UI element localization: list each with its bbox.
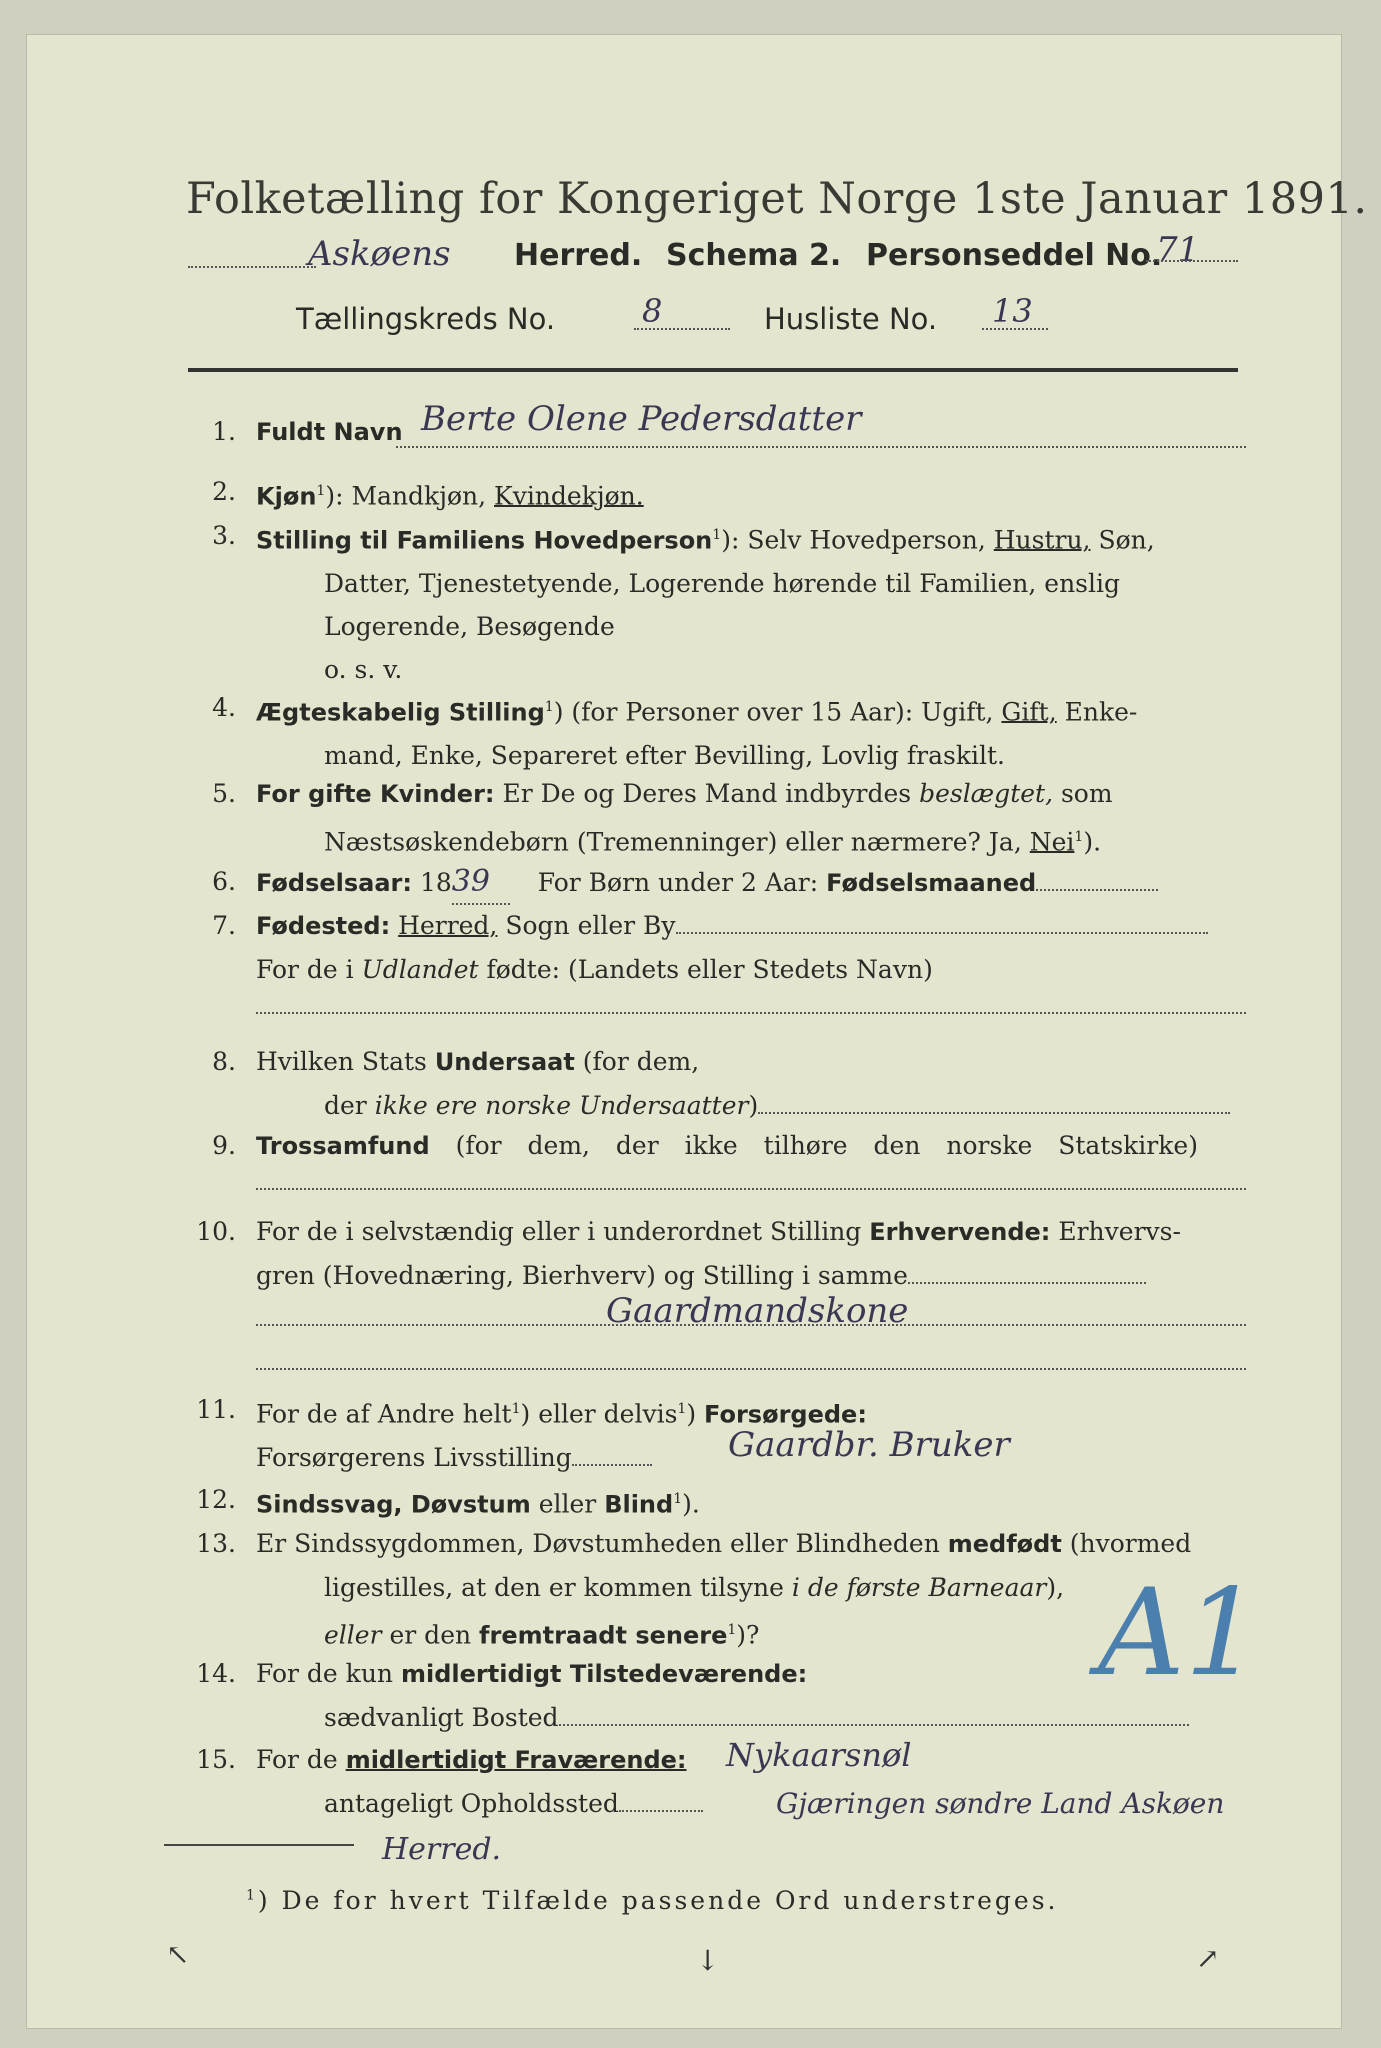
item-4-label: Ægteskabelig Stilling (256, 698, 545, 727)
item-2-label: Kjøn (256, 482, 317, 511)
item-11-line2: Forsørgerens Livsstilling (256, 1443, 572, 1473)
item-10-blank-line (256, 1368, 1246, 1370)
item-13-text: Er Sindssygdommen, Døvstumheden eller Blindheden (256, 1529, 948, 1558)
item-14-line2: sædvanligt Bosted (324, 1703, 559, 1732)
item-5-line2-tail: ). (1083, 827, 1102, 857)
margin-mark-right: ↗ (1196, 1942, 1220, 1975)
item-10-value: Gaardmandskone (606, 1291, 909, 1331)
item-6-year-prefix: 18 (419, 868, 452, 897)
form-title: Folketælling for Kongeriget Norge 1ste Januar 1891. (186, 174, 1368, 224)
item-5-sup: 1 (1074, 829, 1084, 845)
item-14-text: For de kun (256, 1659, 401, 1688)
kreds-value: 8 (642, 292, 663, 330)
schema-label: Schema 2. (666, 238, 842, 273)
item-7-leader (676, 932, 1208, 934)
item-15-number: 15. (196, 1745, 236, 1774)
item-2-text: ): Mandkjøn, (325, 481, 495, 511)
header-rule (188, 368, 1238, 372)
footnote-text: ) De for hvert Tilfælde passende Ord understreges. (257, 1886, 1059, 1915)
item-6-number: 6. (212, 867, 236, 896)
item-12-text: eller (530, 1489, 605, 1519)
item-13-sup: 1 (727, 1622, 737, 1638)
item-6-leader (1036, 889, 1158, 891)
item-5-selected: Nei (1029, 827, 1075, 857)
item-12-sup: 1 (673, 1491, 683, 1507)
item-6-label: Fødselsaar: (256, 869, 412, 897)
item-12-number: 12. (196, 1485, 236, 1514)
item-3-sup: 1 (712, 527, 722, 543)
item-8-text: Hvilken Stats (256, 1047, 435, 1076)
item-15-value-1: Nykaarsnøl (726, 1736, 912, 1774)
kreds-leader (634, 328, 730, 330)
item-11-leader (572, 1464, 652, 1466)
item-13-line2-tail: ), (1046, 1573, 1065, 1602)
item-12-label: Sindssvag, Døvstum (256, 1490, 531, 1519)
item-13-text-tail: (hvormed (1061, 1529, 1192, 1558)
item-1-label: Fuldt Navn (256, 418, 403, 446)
item-15-text: For de (256, 1745, 346, 1774)
item-8-number: 8. (212, 1047, 236, 1076)
item-7-selected: Herred, (398, 911, 498, 940)
item-3-text: ): Selv Hovedperson, (721, 525, 994, 555)
kreds-label: Tællingskreds No. (296, 302, 556, 336)
item-8-line2: der (324, 1091, 375, 1120)
item-4-sup: 1 (544, 699, 554, 715)
item-9-text: (for dem, der ikke tilhøre den norske Statskirke) (429, 1131, 1198, 1160)
item-13-label2: fremtraadt senere (479, 1621, 728, 1650)
item-9-blank-line (256, 1188, 1246, 1190)
item-13-number: 13. (196, 1529, 236, 1558)
husliste-leader (982, 328, 1048, 330)
item-11-value: Gaardbr. Bruker (728, 1425, 1010, 1465)
item-10-text: For de i selvstændig eller i underordnet Stilling (256, 1217, 870, 1246)
item-7-line2-tail: fødte: (Landets eller Stedets Navn) (478, 955, 933, 984)
item-9-label: Trossamfund (256, 1132, 430, 1160)
item-12-tail: ). (682, 1489, 700, 1519)
item-6-label2: Fødselsmaaned (826, 869, 1037, 897)
item-4-text: ) (for Personer over 15 Aar): Ugift, (553, 697, 1002, 727)
item-11-number: 11. (196, 1395, 236, 1424)
item-11-text-b: ) eller delvis (520, 1399, 678, 1429)
item-14-label: midlertidigt Tilstedeværende: (400, 1660, 808, 1688)
item-3-number: 3. (212, 521, 236, 550)
item-4-line2: mand, Enke, Separeret efter Bevilling, Lovlig fraskilt. (324, 741, 1005, 771)
item-5-number: 5. (212, 779, 236, 808)
personseddel-value: 71 (1156, 230, 1200, 270)
item-5-italic: beslægtet, (919, 779, 1054, 808)
blue-pencil-mark: A1 (1098, 1564, 1262, 1703)
husliste-value: 13 (992, 292, 1033, 330)
husliste-label: Husliste No. (764, 302, 938, 336)
item-3-line2: Datter, Tjenestetyende, Logerende hørende til Familien, enslig (324, 569, 1121, 599)
item-13-line2: ligestilles, at den er kommen tilsyne (324, 1573, 792, 1602)
item-15-value-2: Gjæringen søndre Land Askøen (776, 1787, 1225, 1820)
item-1-leader (396, 446, 1246, 448)
item-2-selected: Kvindekjøn. (494, 481, 644, 511)
item-9-number: 9. (212, 1131, 236, 1160)
item-14-number: 14. (196, 1659, 236, 1688)
item-5-text: Er De og Deres Mand indbyrdes (494, 779, 920, 808)
item-5-text-tail: som (1053, 779, 1113, 808)
item-7-text: Sogn eller By (497, 911, 676, 940)
item-11-text-c: ) (686, 1399, 705, 1429)
item-1-value: Berte Olene Pedersdatter (421, 399, 862, 439)
item-3-selected: Hustru, (993, 525, 1091, 555)
item-1 (186, 399, 1246, 460)
item-5-label: For gifte Kvinder: (256, 780, 495, 808)
item-12-label2: Blind (604, 1490, 674, 1519)
item-3-text-tail: Søn, (1090, 525, 1155, 555)
item-6-year-value: 39 (452, 860, 510, 905)
item-4-number: 4. (212, 693, 236, 722)
item-2-sup: 1 (316, 483, 326, 499)
personseddel-label: Personseddel No. (866, 238, 1163, 273)
item-7-line2: For de i (256, 955, 362, 984)
item-13-line3-italic: eller (324, 1620, 382, 1650)
item-3-label: Stilling til Familiens Hovedperson (256, 526, 713, 555)
item-14-leader (559, 1724, 1189, 1726)
margin-mark-left: ↖ (166, 1938, 190, 1971)
item-15-line2: antageligt Opholdssted (324, 1789, 619, 1818)
item-7-number: 7. (212, 911, 236, 940)
item-13-italic: i de første Barneaar (791, 1573, 1047, 1602)
herred-label: Herred. (514, 238, 643, 273)
herred-value: Askøens (308, 234, 451, 274)
item-15-label: midlertidigt Fraværende: (345, 1746, 687, 1774)
item-10-label: Erhvervende: (869, 1218, 1051, 1246)
item-6-text: For Børn under 2 Aar: (537, 868, 819, 897)
item-1-number: 1. (212, 417, 236, 446)
item-4-selected: Gift, (1001, 697, 1057, 727)
item-13-label: medfødt (947, 1530, 1062, 1558)
item-11-sup-b: 1 (677, 1401, 687, 1417)
margin-mark-center: ↓ (696, 1944, 720, 1977)
footnote (246, 1886, 1058, 1915)
item-4-text-tail: Enke- (1056, 697, 1138, 727)
item-15-short-rule (164, 1844, 354, 1846)
item-11-label: Forsørgede: (704, 1400, 867, 1429)
item-10-number: 10. (196, 1217, 236, 1246)
item-10-line3 (256, 1324, 1246, 1326)
item-7-italic: Udlandet (361, 955, 479, 984)
item-13-line3-tail: )? (736, 1620, 760, 1650)
item-8-text-tail: (for dem, (574, 1047, 700, 1076)
item-15-value-3: Herred. (382, 1832, 502, 1867)
item-5-line2: Næstsøskendebørn (Tremenninger) eller nærmere? Ja, (324, 827, 1030, 857)
item-10-text-tail: Erhvervs- (1050, 1217, 1181, 1246)
item-8-line2-tail: ) (748, 1091, 759, 1120)
item-2-number: 2. (212, 477, 236, 506)
item-10-leader (908, 1282, 1146, 1284)
item-3-line4: o. s. v. (324, 655, 403, 685)
footnote-sup: 1 (246, 1887, 258, 1904)
item-8-leader (758, 1112, 1230, 1114)
item-3-line3: Logerende, Besøgende (324, 612, 615, 642)
item-8-label: Undersaat (434, 1048, 575, 1076)
personseddel-leader (1146, 260, 1238, 262)
item-7-blank-line (256, 1012, 1246, 1014)
herred-leader (188, 256, 316, 268)
item-13-line3: er den (381, 1620, 480, 1650)
item-15-leader (619, 1810, 703, 1812)
item-7-label: Fødested: (256, 912, 391, 940)
item-10-line2: gren (Hovednæring, Bierhverv) og Stilling i samme (256, 1261, 908, 1290)
item-11-text: For de af Andre helt (256, 1399, 512, 1429)
item-11-sup-a: 1 (511, 1401, 521, 1417)
census-form (26, 34, 1368, 2029)
item-8-italic: ikke ere norske Undersaatter (374, 1091, 749, 1120)
